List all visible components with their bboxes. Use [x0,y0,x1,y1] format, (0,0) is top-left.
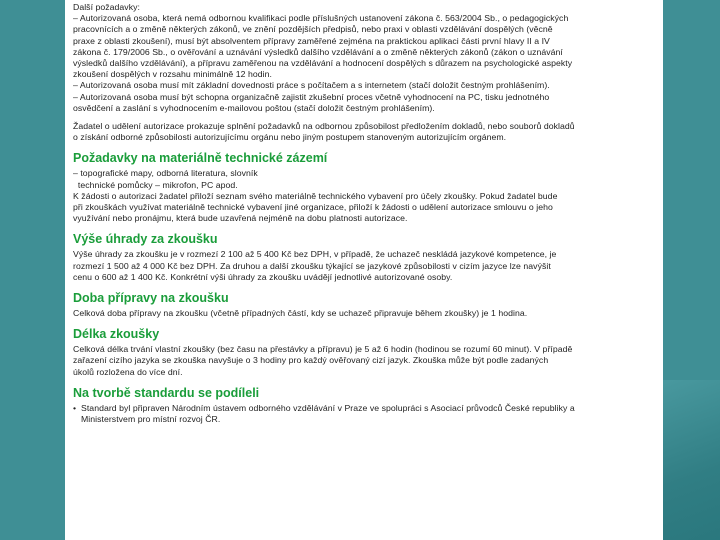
section-line: technické pomůcky – mikrofon, PC apod. [73,179,238,190]
section-line: Výše úhrady za zkoušku je v rozmezí 2 100 až 5 400 Kč bez DPH, v případě, že uchazeč neskládá jazykové kompetence, je [73,249,557,260]
intro-line: praxe z oblasti zkoušení), musí být absolventem přípravy zaměřené zejména na praktickou aplikaci části první hlavy II a IV [73,35,550,46]
intro-line: – Autorizovaná osoba, která nemá odbornou kvalifikaci podle příslušných ustanovení zákona č. 563/2004 Sb., o pedagogických [73,13,569,24]
intro-line: osvědčení a zaslání s vyhodnocením e-mailovou poštou (stačí doložit čestným prohlášením). [73,102,435,113]
intro-label: Další požadavky: [73,2,140,12]
bullet-text: Standard byl připraven Národním ústavem odborného vzdělávání v Praze ve spolupráci s Asociací průvodců České republiky a [81,402,575,413]
intro-line: zkoušení dospělých v rozsahu minimálně 12 hodin. [73,69,272,80]
intro-block [73,13,655,114]
section-body-authors [73,403,655,425]
section-line: zařazení cizího jazyka se zkouška navyšuje o 3 hodiny pro každý ověřovaný cizí jazyk. Zkouška může být podle zadaných [73,355,549,366]
intro-line: zákona č. 179/2006 Sb., o ověřování a uznávání výsledků dalšího vzdělávání a o změně některých zákonů (zákon o uznávání [73,46,563,57]
section-line: rozmezí 1 500 až 4 000 Kč bez DPH. Za druhou a další zkoušku týkající se jazykové způsobilosti v cizím jazyce lze navýšit [73,260,551,271]
section-line: využívání nebo pronájmu, která bude uzavřená nejméně na dobu platnosti autorizace. [73,213,408,224]
section-body-fee [73,249,655,283]
intro-line: pracovnících a o změně některých zákonů, ve znění pozdějších předpisů, nebo praxi v oblasti vzdělávání dospělých (věcně [73,24,553,35]
intro-line: – Autorizovaná osoba musí být schopna organizačně zajistit zkušební proces včetně vyhodnocení na PC, tisku jednotného [73,91,550,102]
section-title-equipment: Požadavky na materiálně technické zázemí [73,151,328,166]
background-decoration [660,380,720,540]
section-body-equipment [73,168,655,224]
applicant-line: Žadatel o udělení autorizace prokazuje splnění požadavků na odbornou způsobilost předložením dokladů, nebo souborů dokladů [73,121,575,132]
section-body-duration [73,344,655,378]
section-line: Celková doba přípravy na zkoušku (včetně případných částí, kdy se uchazeč připravuje během zkoušky) je 1 hodina. [73,308,528,319]
bullet-item [73,403,655,414]
applicant-line: o získání odborné způsobilosti autorizujícímu orgánu nebo jiným postupem stanoveným autorizujícím orgánem. [73,132,507,143]
section-line: úkolů rozložena do více dní. [73,366,183,377]
document-page [65,0,663,540]
section-title-preparation: Doba přípravy na zkoušku [73,291,229,306]
section-body-preparation [73,308,655,319]
section-line: při zkouškách využívat materiálně technické vybavení jiné organizace, přiloží k žádosti o udělení autorizace smlouvu o jeho [73,202,553,213]
section-title-fee: Výše úhrady za zkoušku [73,232,218,247]
applicant-block [73,121,655,143]
section-line: Celková délka trvání vlastní zkoušky (bez času na přestávky a přípravu) je 5 až 6 hodin (hodinou se rozumí 60 minut). V případě [73,344,573,355]
section-title-authors: Na tvorbě standardu se podíleli [73,385,260,400]
section-title-duration: Délka zkoušky [73,327,160,342]
bullet-text: Ministerstvem pro místní rozvoj ČR. [81,414,221,425]
section-line: cenu o 600 až 1 400 Kč. Konkrétní výši úhrady za zkoušku uvádějí jednotlivé autorizované osoby. [73,271,453,282]
intro-line: – Autorizovaná osoba musí mít základní dovednosti práce s počítačem a s internetem (stačí doložit čestným prohlášením). [73,80,550,91]
bullet-item-continuation [73,414,655,425]
intro-line: výsledků dalšího vzdělávání), a přípravu zaměřenou na vzdělávání a hodnocení dospělých s důrazem na psychologické aspekty [73,58,573,69]
section-line: – topografické mapy, odborná literatura, slovník [73,168,258,179]
bullet-icon: • [73,402,77,413]
section-line: K žádosti o autorizaci žadatel přiloží seznam svého materiálně technického vybavení pro účely zkoušky. Pokud žadatel bude [73,190,558,201]
